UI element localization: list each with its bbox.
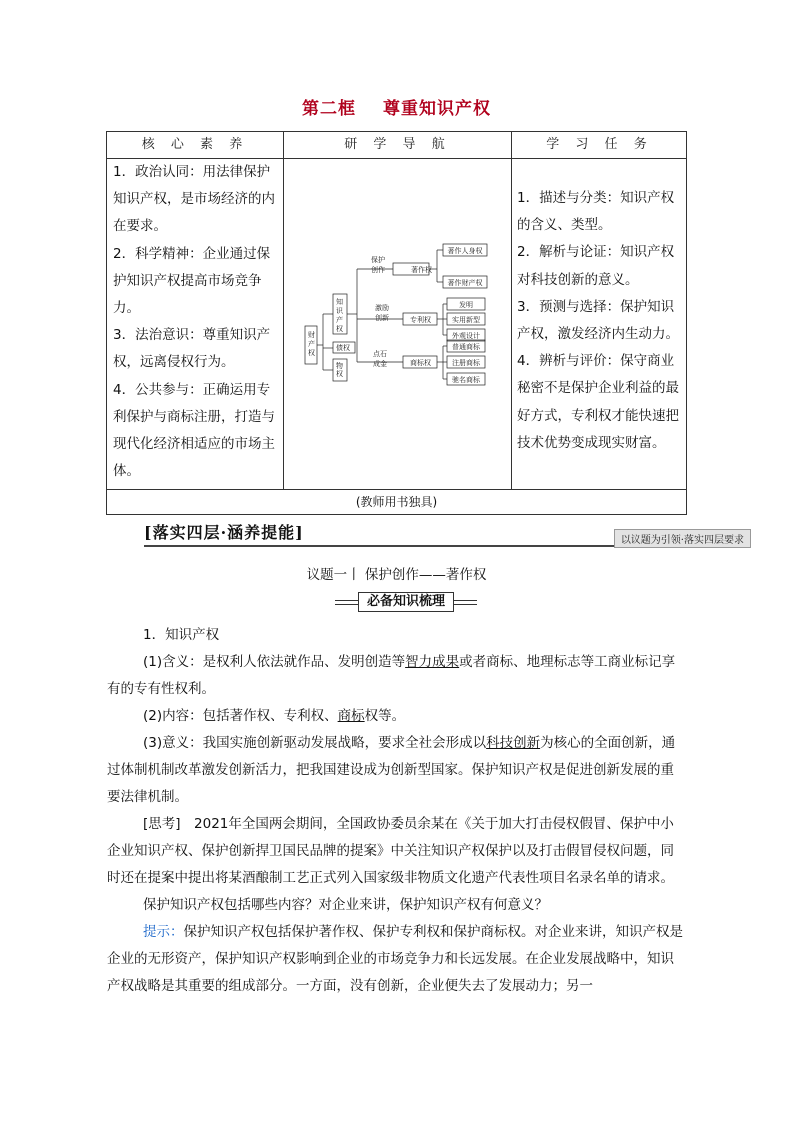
paragraph-meaning — [107, 649, 687, 703]
text-run: (2)内容：包括著作权、专利权、 — [143, 708, 338, 724]
list-item: 1．政治认同：用法律保护知识产权，是市场经济的内在要求。 — [113, 164, 275, 235]
teacher-note: (教师用书独具) — [355, 495, 438, 509]
section-banner-tag: 以议题为引领·落实四层要求 — [614, 529, 751, 548]
diagram-leaf-label: 著作人身权 — [447, 247, 483, 255]
section-banner-title: [落实四层·涵养提能] — [144, 523, 304, 542]
knowledge-tag — [335, 592, 477, 610]
text-run: (1)含义：是权利人依法就作品、发明创造等 — [143, 654, 406, 670]
learning-tasks-list — [517, 185, 683, 457]
diagram-level1-label: 债权 — [336, 344, 350, 352]
paragraph-tip — [107, 919, 687, 1000]
knowledge-tag-label: 必备知识梳理 — [358, 592, 454, 612]
diagram-leaf-label: 外观设计 — [452, 332, 480, 340]
diagram-leaf-label: 实用新型 — [452, 316, 480, 324]
page-title — [0, 94, 793, 119]
diagram-level2-label: 著作权 — [411, 266, 432, 274]
list-item: 3．法治意识：尊重知识产权，远离侵权行为。 — [113, 327, 271, 371]
list-item: 4．辨析与评价：保守商业秘密不是保护企业利益的最好方式，专利权才能快速把技术优势变成现实财富。 — [517, 353, 679, 451]
text-run: 或者商标、地理标志等工商业标记享有的专有性权利。 — [107, 654, 676, 697]
paragraph-think: [思考] 2021年全国两会期间，全国政协委员余某在《关于加大打击侵权假冒、保护中小企业知识产权、保护创新捍卫国民品牌的提案》中关注知识产权保护以及打击假冒侵权问题，同时还在提案中提出将某酒酿制工艺正式列入国家级非物质文化遗产代表性项目名录名单的请求。 — [107, 816, 674, 886]
header-learning-tasks: 学 习 任 务 — [546, 137, 653, 152]
underlined-term: 商标 — [337, 708, 365, 724]
list-item: 4．公共参与：正确运用专利保护与商标注册，打造与现代化经济相适应的市场主体。 — [113, 381, 275, 480]
paragraph-content — [107, 703, 687, 730]
tip-label: 提示： — [143, 924, 184, 940]
diagram-branch-label: 激励创新 — [375, 304, 389, 322]
diagram-level2-label: 商标权 — [410, 359, 431, 367]
diagram-level2-label: 专利权 — [410, 316, 431, 324]
diagram-leaf-label: 驰名商标 — [452, 376, 480, 384]
header-study-guide: 研 学 导 航 — [344, 137, 451, 152]
topic-heading: 议题一丨 保护创作——著作权 — [306, 567, 487, 583]
diagram-level1-label: 物权 — [336, 362, 343, 378]
diagram-branch-label: 保护创作 — [371, 256, 385, 274]
section-heading: 1．知识产权 — [143, 627, 220, 643]
header-core-literacy: 核 心 素 养 — [141, 137, 249, 152]
diagram-leaf-label: 发明 — [459, 301, 473, 309]
text-run: (3)意义：我国实施创新驱动发展战略，要求全社会形成以 — [143, 735, 487, 751]
paragraph-significance — [107, 730, 687, 811]
list-item: 2．解析与论证：知识产权对科技创新的意义。 — [517, 244, 675, 288]
diagram-level1-label: 知识产权 — [336, 298, 343, 333]
paragraph-question: 保护知识产权包括哪些内容？对企业来讲，保护知识产权有何意义？ — [143, 897, 548, 913]
tip-text: 保护知识产权包括保护著作权、保护专利权和保护商标权。对企业来讲，知识产权是企业的无形资产，保护知识产权影响到企业的市场竞争力和长远发展。在企业发展战略中，知识产权战略是其重要的组成部分。一方面，没有创新，企业便失去了发展动力；另一 — [107, 924, 683, 994]
table-divider — [283, 132, 284, 489]
list-item: 2．科学精神：企业通过保护知识产权提高市场竞争力。 — [113, 245, 271, 317]
underlined-term: 智力成果 — [405, 654, 460, 670]
diagram-leaf-label: 普通商标 — [452, 343, 480, 351]
content-body — [107, 622, 687, 1000]
text-run: 为核心的全面创新，通过体制机制改革激发创新活力，把我国建设成为创新型国家。保护知识产权是促进创新发展的重要法律机制。 — [107, 735, 676, 805]
title-prefix: 第二框 — [302, 99, 357, 119]
diagram-leaf-label: 著作财产权 — [447, 279, 483, 287]
overview-table — [106, 131, 687, 515]
list-item: 1．描述与分类：知识产权的含义、类型。 — [517, 190, 675, 234]
text-run: 权等。 — [364, 708, 406, 724]
table-divider — [511, 132, 512, 489]
diagram-leaf-label: 注册商标 — [452, 359, 480, 367]
knowledge-structure-diagram — [285, 242, 511, 402]
underlined-term: 科技创新 — [486, 735, 541, 751]
title-main: 尊重知识产权 — [382, 99, 491, 119]
list-item: 3．预测与选择：保护知识产权，激发经济内生动力。 — [517, 298, 679, 343]
core-literacy-list — [113, 159, 279, 485]
diagram-root-label: 财产权 — [308, 331, 315, 357]
diagram-branch-label: 点石成金 — [373, 350, 387, 368]
